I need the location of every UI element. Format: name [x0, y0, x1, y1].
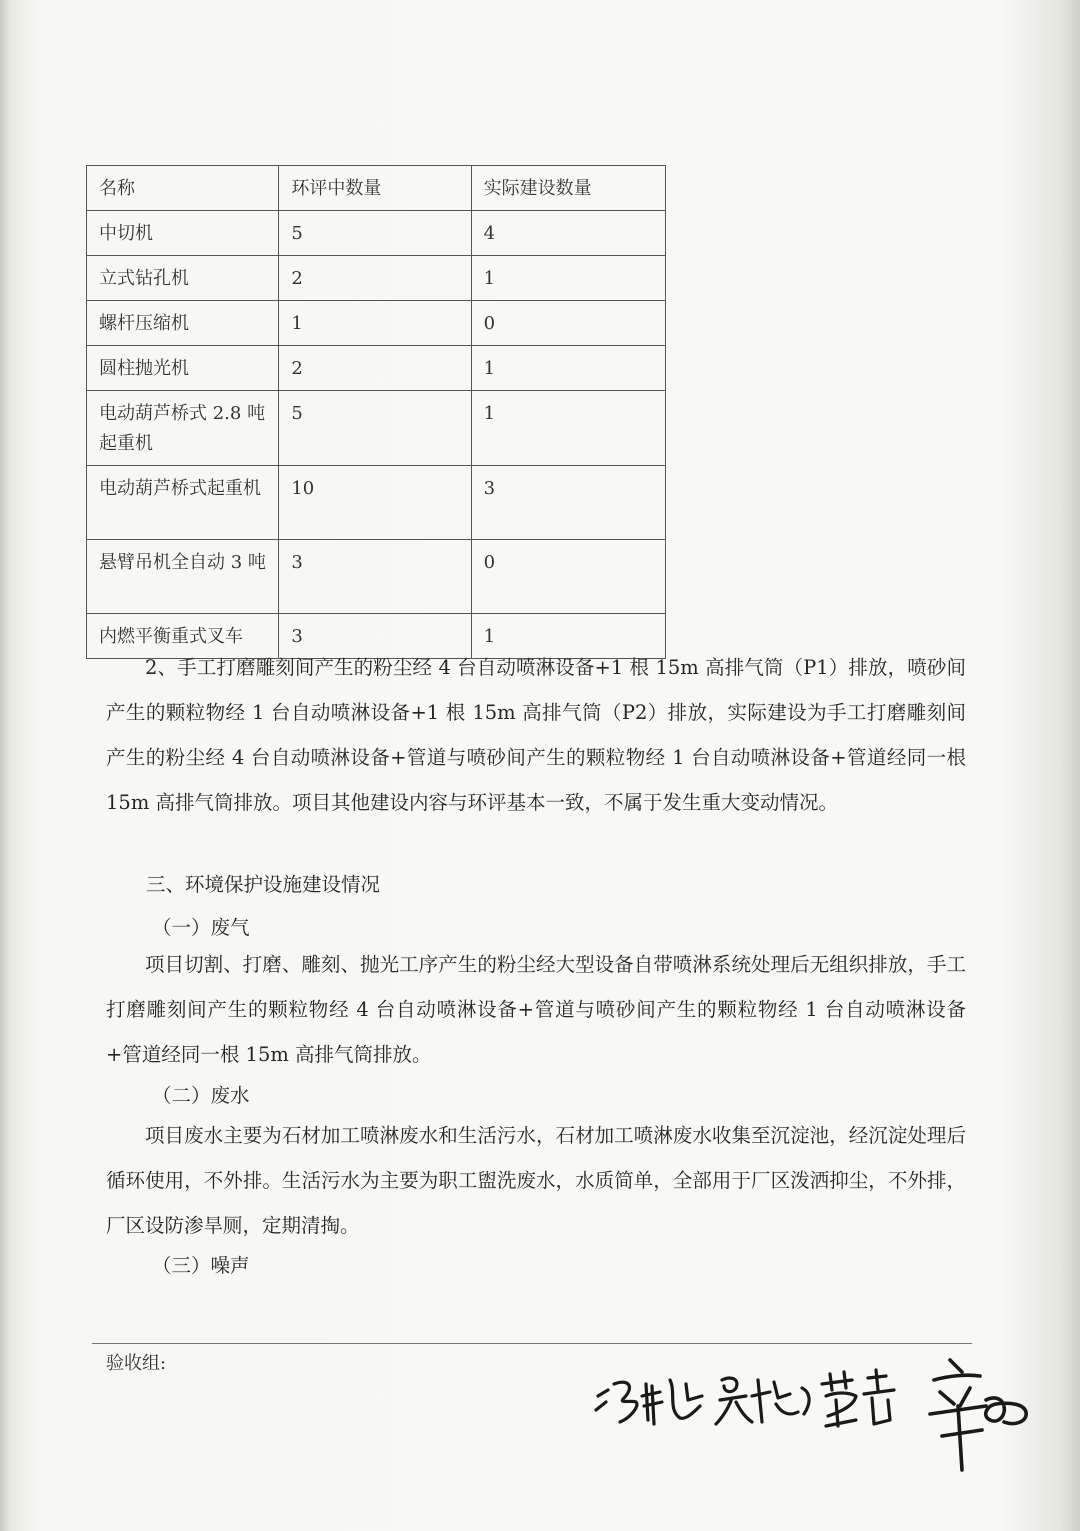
table-row [87, 540, 666, 614]
signature-3 [822, 1370, 894, 1426]
cell-actual-quantity: 1 [471, 391, 665, 466]
table-row [87, 346, 666, 391]
cell-eia-quantity: 3 [279, 540, 471, 614]
table-row [87, 256, 666, 301]
subheading-noise: （三）噪声 [152, 1254, 250, 1277]
cell-actual-quantity: 0 [471, 540, 665, 614]
cell-equipment-name: 立式钻孔机 [87, 256, 279, 301]
cell-eia-quantity: 1 [279, 301, 471, 346]
cell-equipment-name: 悬臂吊机全自动 3 吨 [87, 540, 279, 614]
cell-equipment-name: 中切机 [87, 211, 279, 256]
cell-actual-quantity: 4 [471, 211, 665, 256]
table-row [87, 466, 666, 540]
cell-eia-quantity: 3 [279, 614, 471, 659]
paragraph-waste-gas: 项目切割、打磨、雕刻、抛光工序产生的粉尘经大型设备自带喷淋系统处理后无组织排放，手工打磨雕刻间产生的颗粒物经 4 台自动喷淋设备+管道与喷砂间产生的颗粒物经 1 台自动喷淋设备+管道经同一根 15m 高排气筒排放。 [106, 953, 966, 1066]
header-eia-quantity: 环评中数量 [279, 166, 471, 211]
table-header-row [87, 166, 666, 211]
cell-actual-quantity: 1 [471, 614, 665, 659]
subheading-wastewater: （二）废水 [152, 1084, 250, 1107]
paragraph-wastewater: 项目废水主要为石材加工喷淋废水和生活污水，石材加工喷淋废水收集至沉淀池，经沉淀处理后循环使用，不外排。生活污水为主要为职工盥洗废水，水质简单，全部用于厂区泼洒抑尘，不外排，厂区设防渗旱厕，定期清掏。 [106, 1124, 966, 1237]
cell-equipment-name: 电动葫芦桥式起重机 [87, 466, 279, 540]
cell-equipment-name: 内燃平衡重式叉车 [87, 614, 279, 659]
signature-2 [716, 1378, 809, 1424]
section-heading-environmental-facilities: 三、环境保护设施建设情况 [146, 873, 381, 896]
cell-eia-quantity: 2 [279, 346, 471, 391]
header-name: 名称 [87, 166, 279, 211]
signature-1 [596, 1380, 702, 1424]
signature-4 [930, 1360, 1026, 1470]
equipment-table [86, 165, 666, 659]
cell-eia-quantity: 10 [279, 466, 471, 540]
cell-eia-quantity: 5 [279, 211, 471, 256]
cell-actual-quantity: 1 [471, 256, 665, 301]
cell-eia-quantity: 5 [279, 391, 471, 466]
header-actual-quantity: 实际建设数量 [471, 166, 665, 211]
cell-eia-quantity: 2 [279, 256, 471, 301]
table-row [87, 211, 666, 256]
cell-actual-quantity: 0 [471, 301, 665, 346]
table-row [87, 391, 666, 466]
cell-equipment-name: 电动葫芦桥式 2.8 吨起重机 [87, 391, 279, 466]
paragraph-change-description: 2、手工打磨雕刻间产生的粉尘经 4 台自动喷淋设备+1 根 15m 高排气筒（P1）排放，喷砂间产生的颗粒物经 1 台自动喷淋设备+1 根 15m 高排气筒（P2）排放，实际建设为手工打磨雕刻间产生的粉尘经 4 台自动喷淋设备+管道与喷砂间产生的颗粒物经 1 台自动喷淋设备+管道经同一根 15m 高排气筒排放。项目其他建设内容与环评基本一致，不属于发生重大变动情况。 [106, 656, 966, 814]
cell-actual-quantity: 3 [471, 466, 665, 540]
acceptance-group-label: 验收组: [106, 1353, 167, 1374]
handwritten-signatures [590, 1340, 1050, 1480]
table-row [87, 301, 666, 346]
cell-equipment-name: 圆柱抛光机 [87, 346, 279, 391]
cell-actual-quantity: 1 [471, 346, 665, 391]
subheading-waste-gas: （一）废气 [152, 916, 250, 939]
cell-equipment-name: 螺杆压缩机 [87, 301, 279, 346]
